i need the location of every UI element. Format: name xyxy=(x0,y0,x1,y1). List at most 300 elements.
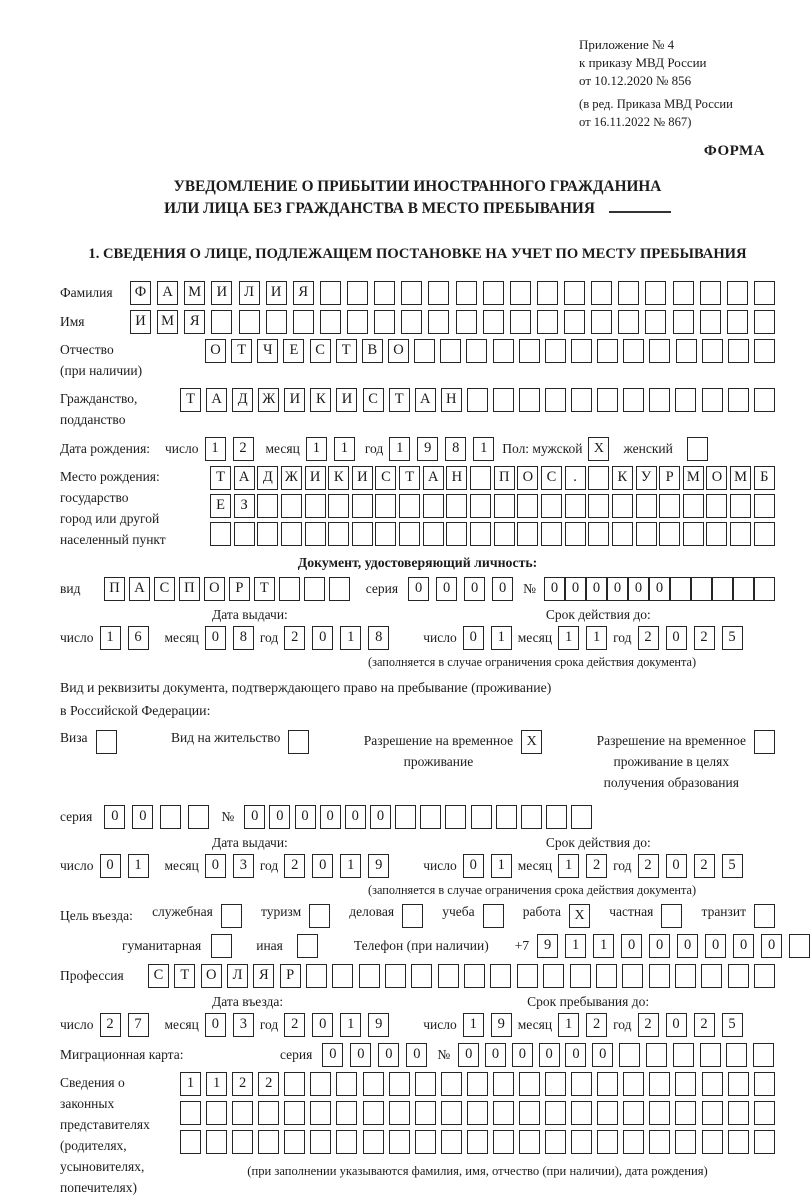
char-cell[interactable] xyxy=(636,522,657,546)
char-cell[interactable] xyxy=(493,339,514,363)
char-cell[interactable]: 2 xyxy=(586,854,607,878)
char-cell[interactable] xyxy=(428,310,449,334)
char-cell[interactable] xyxy=(675,1072,696,1096)
char-cell[interactable] xyxy=(359,964,380,988)
char-cell[interactable] xyxy=(728,1130,749,1154)
char-cell[interactable]: 0 xyxy=(586,577,607,601)
char-cell[interactable] xyxy=(415,1101,436,1125)
char-cell[interactable] xyxy=(336,1101,357,1125)
char-cell[interactable] xyxy=(257,494,278,518)
char-cell[interactable]: 0 xyxy=(205,1013,226,1037)
char-cell[interactable] xyxy=(188,805,209,829)
char-cell[interactable]: 2 xyxy=(694,854,715,878)
char-cell[interactable]: 1 xyxy=(558,854,579,878)
char-cell[interactable] xyxy=(490,964,511,988)
char-cell[interactable]: С xyxy=(541,466,562,490)
char-cell[interactable] xyxy=(571,388,592,412)
char-cell[interactable]: 0 xyxy=(312,626,333,650)
char-cell[interactable] xyxy=(571,805,592,829)
char-cell[interactable] xyxy=(467,1101,488,1125)
char-cell[interactable] xyxy=(180,1130,201,1154)
char-cell[interactable] xyxy=(683,494,704,518)
char-cell[interactable]: Р xyxy=(229,577,250,601)
char-cell[interactable]: П xyxy=(179,577,200,601)
char-cell[interactable]: 0 xyxy=(205,626,226,650)
char-cell[interactable] xyxy=(591,281,612,305)
char-cell[interactable]: 0 xyxy=(677,934,698,958)
char-cell[interactable]: Д xyxy=(257,466,278,490)
char-cell[interactable] xyxy=(623,1101,644,1125)
char-cell[interactable] xyxy=(258,1101,279,1125)
char-cell[interactable] xyxy=(446,494,467,518)
char-cell[interactable] xyxy=(541,522,562,546)
char-cell[interactable] xyxy=(467,1130,488,1154)
char-cell[interactable] xyxy=(284,1101,305,1125)
char-cell[interactable]: Т xyxy=(399,466,420,490)
char-cell[interactable]: 0 xyxy=(205,854,226,878)
char-cell[interactable] xyxy=(401,281,422,305)
char-cell[interactable] xyxy=(789,934,810,958)
char-cell[interactable] xyxy=(565,494,586,518)
char-cell[interactable]: Я xyxy=(253,964,274,988)
char-cell[interactable]: С xyxy=(148,964,169,988)
char-cell[interactable]: 0 xyxy=(492,577,513,601)
char-cell[interactable]: 0 xyxy=(408,577,429,601)
char-cell[interactable]: 9 xyxy=(368,1013,389,1037)
checkbox-purpose-work[interactable]: X xyxy=(569,904,590,928)
char-cell[interactable]: И xyxy=(130,310,151,334)
char-cell[interactable] xyxy=(456,281,477,305)
char-cell[interactable] xyxy=(284,1130,305,1154)
char-cell[interactable]: 0 xyxy=(512,1043,533,1067)
char-cell[interactable] xyxy=(494,494,515,518)
char-cell[interactable] xyxy=(374,310,395,334)
char-cell[interactable] xyxy=(676,339,697,363)
char-cell[interactable] xyxy=(493,1101,514,1125)
char-cell[interactable] xyxy=(727,281,748,305)
char-cell[interactable]: И xyxy=(266,281,287,305)
checkbox-purpose-humanitarian[interactable] xyxy=(211,934,232,958)
char-cell[interactable] xyxy=(266,310,287,334)
char-cell[interactable]: 1 xyxy=(306,437,327,461)
char-cell[interactable] xyxy=(675,1130,696,1154)
char-cell[interactable] xyxy=(423,494,444,518)
char-cell[interactable] xyxy=(754,577,775,601)
char-cell[interactable]: 0 xyxy=(312,1013,333,1037)
char-cell[interactable] xyxy=(232,1101,253,1125)
char-cell[interactable] xyxy=(564,281,585,305)
char-cell[interactable]: К xyxy=(612,466,633,490)
char-cell[interactable] xyxy=(328,522,349,546)
char-cell[interactable]: Н xyxy=(446,466,467,490)
char-cell[interactable] xyxy=(728,339,749,363)
char-cell[interactable]: 2 xyxy=(638,1013,659,1037)
char-cell[interactable] xyxy=(206,1130,227,1154)
char-cell[interactable]: 9 xyxy=(491,1013,512,1037)
char-cell[interactable]: Б xyxy=(754,466,775,490)
char-cell[interactable]: П xyxy=(104,577,125,601)
char-cell[interactable]: Т xyxy=(389,388,410,412)
char-cell[interactable] xyxy=(754,388,775,412)
char-cell[interactable]: А xyxy=(423,466,444,490)
char-cell[interactable] xyxy=(636,494,657,518)
char-cell[interactable]: 9 xyxy=(368,854,389,878)
char-cell[interactable] xyxy=(545,1130,566,1154)
char-cell[interactable]: А xyxy=(415,388,436,412)
char-cell[interactable] xyxy=(728,1101,749,1125)
char-cell[interactable] xyxy=(415,1130,436,1154)
char-cell[interactable] xyxy=(456,310,477,334)
char-cell[interactable] xyxy=(712,577,733,601)
char-cell[interactable] xyxy=(510,310,531,334)
char-cell[interactable] xyxy=(675,388,696,412)
char-cell[interactable]: 3 xyxy=(233,1013,254,1037)
char-cell[interactable] xyxy=(646,1043,667,1067)
checkbox-purpose-study[interactable] xyxy=(483,904,504,928)
char-cell[interactable] xyxy=(702,339,723,363)
char-cell[interactable] xyxy=(588,522,609,546)
char-cell[interactable]: И xyxy=(284,388,305,412)
char-cell[interactable] xyxy=(754,964,775,988)
char-cell[interactable]: 2 xyxy=(100,1013,121,1037)
char-cell[interactable]: И xyxy=(305,466,326,490)
char-cell[interactable]: 9 xyxy=(417,437,438,461)
char-cell[interactable]: 1 xyxy=(334,437,355,461)
char-cell[interactable] xyxy=(618,281,639,305)
char-cell[interactable]: И xyxy=(211,281,232,305)
char-cell[interactable]: А xyxy=(234,466,255,490)
char-cell[interactable] xyxy=(363,1130,384,1154)
char-cell[interactable] xyxy=(336,1130,357,1154)
char-cell[interactable] xyxy=(332,964,353,988)
char-cell[interactable] xyxy=(467,388,488,412)
char-cell[interactable] xyxy=(257,522,278,546)
char-cell[interactable] xyxy=(543,964,564,988)
char-cell[interactable]: 2 xyxy=(694,626,715,650)
char-cell[interactable] xyxy=(352,522,373,546)
char-cell[interactable] xyxy=(649,1130,670,1154)
char-cell[interactable]: 1 xyxy=(463,1013,484,1037)
char-cell[interactable] xyxy=(493,388,514,412)
char-cell[interactable]: 0 xyxy=(132,805,153,829)
checkbox-purpose-other[interactable] xyxy=(297,934,318,958)
char-cell[interactable] xyxy=(649,964,670,988)
char-cell[interactable]: 0 xyxy=(464,577,485,601)
char-cell[interactable]: 0 xyxy=(539,1043,560,1067)
char-cell[interactable] xyxy=(753,1043,774,1067)
char-cell[interactable]: 2 xyxy=(638,854,659,878)
checkbox-purpose-transit[interactable] xyxy=(754,904,775,928)
char-cell[interactable]: Е xyxy=(283,339,304,363)
char-cell[interactable] xyxy=(623,1130,644,1154)
char-cell[interactable] xyxy=(571,1101,592,1125)
char-cell[interactable]: 1 xyxy=(565,934,586,958)
char-cell[interactable] xyxy=(310,1101,331,1125)
char-cell[interactable] xyxy=(517,964,538,988)
char-cell[interactable] xyxy=(702,1130,723,1154)
char-cell[interactable] xyxy=(279,577,300,601)
char-cell[interactable] xyxy=(415,1072,436,1096)
char-cell[interactable]: Т xyxy=(180,388,201,412)
char-cell[interactable] xyxy=(649,339,670,363)
char-cell[interactable] xyxy=(206,1101,227,1125)
char-cell[interactable]: 0 xyxy=(733,934,754,958)
char-cell[interactable]: 0 xyxy=(592,1043,613,1067)
char-cell[interactable]: 1 xyxy=(100,626,121,650)
char-cell[interactable] xyxy=(754,1130,775,1154)
char-cell[interactable] xyxy=(733,577,754,601)
char-cell[interactable] xyxy=(399,494,420,518)
char-cell[interactable]: 2 xyxy=(232,1072,253,1096)
char-cell[interactable] xyxy=(726,1043,747,1067)
char-cell[interactable] xyxy=(329,577,350,601)
char-cell[interactable]: 1 xyxy=(128,854,149,878)
checkbox-sex-female[interactable] xyxy=(687,437,708,461)
char-cell[interactable]: П xyxy=(494,466,515,490)
char-cell[interactable]: 0 xyxy=(544,577,565,601)
char-cell[interactable]: Я xyxy=(293,281,314,305)
char-cell[interactable]: 1 xyxy=(558,626,579,650)
char-cell[interactable] xyxy=(545,388,566,412)
char-cell[interactable] xyxy=(670,577,691,601)
char-cell[interactable] xyxy=(570,964,591,988)
char-cell[interactable] xyxy=(541,494,562,518)
char-cell[interactable] xyxy=(281,522,302,546)
char-cell[interactable]: Т xyxy=(210,466,231,490)
char-cell[interactable]: У xyxy=(636,466,657,490)
char-cell[interactable] xyxy=(401,310,422,334)
char-cell[interactable]: 0 xyxy=(761,934,782,958)
char-cell[interactable] xyxy=(691,577,712,601)
char-cell[interactable] xyxy=(493,1072,514,1096)
char-cell[interactable] xyxy=(754,522,775,546)
char-cell[interactable]: 0 xyxy=(320,805,341,829)
char-cell[interactable] xyxy=(441,1072,462,1096)
char-cell[interactable] xyxy=(441,1101,462,1125)
char-cell[interactable]: Т xyxy=(231,339,252,363)
char-cell[interactable] xyxy=(754,281,775,305)
char-cell[interactable]: 5 xyxy=(722,854,743,878)
char-cell[interactable] xyxy=(571,339,592,363)
char-cell[interactable] xyxy=(389,1101,410,1125)
blank-underline-field[interactable] xyxy=(609,199,671,213)
char-cell[interactable] xyxy=(597,1072,618,1096)
char-cell[interactable] xyxy=(467,1072,488,1096)
char-cell[interactable]: 1 xyxy=(340,854,361,878)
checkbox-purpose-private[interactable] xyxy=(661,904,682,928)
char-cell[interactable] xyxy=(754,310,775,334)
char-cell[interactable] xyxy=(702,1072,723,1096)
char-cell[interactable]: 2 xyxy=(284,1013,305,1037)
char-cell[interactable]: О xyxy=(388,339,409,363)
char-cell[interactable] xyxy=(565,522,586,546)
char-cell[interactable] xyxy=(284,1072,305,1096)
char-cell[interactable] xyxy=(706,522,727,546)
char-cell[interactable]: 3 xyxy=(233,854,254,878)
char-cell[interactable] xyxy=(623,1072,644,1096)
char-cell[interactable] xyxy=(305,522,326,546)
checkbox-purpose-official[interactable] xyxy=(221,904,242,928)
char-cell[interactable]: О xyxy=(706,466,727,490)
char-cell[interactable] xyxy=(645,310,666,334)
char-cell[interactable] xyxy=(673,1043,694,1067)
char-cell[interactable] xyxy=(385,964,406,988)
char-cell[interactable]: 0 xyxy=(436,577,457,601)
char-cell[interactable] xyxy=(428,281,449,305)
char-cell[interactable] xyxy=(622,964,643,988)
checkbox-visa[interactable] xyxy=(96,730,117,754)
char-cell[interactable] xyxy=(363,1072,384,1096)
char-cell[interactable] xyxy=(399,522,420,546)
char-cell[interactable] xyxy=(493,1130,514,1154)
char-cell[interactable] xyxy=(211,310,232,334)
char-cell[interactable] xyxy=(441,1130,462,1154)
char-cell[interactable]: 1 xyxy=(180,1072,201,1096)
char-cell[interactable]: Т xyxy=(254,577,275,601)
char-cell[interactable] xyxy=(591,310,612,334)
char-cell[interactable] xyxy=(471,805,492,829)
char-cell[interactable] xyxy=(293,310,314,334)
char-cell[interactable]: И xyxy=(336,388,357,412)
char-cell[interactable] xyxy=(310,1072,331,1096)
char-cell[interactable] xyxy=(281,494,302,518)
char-cell[interactable] xyxy=(389,1130,410,1154)
char-cell[interactable]: Л xyxy=(227,964,248,988)
char-cell[interactable]: 0 xyxy=(322,1043,343,1067)
char-cell[interactable] xyxy=(659,522,680,546)
char-cell[interactable] xyxy=(234,522,255,546)
char-cell[interactable] xyxy=(521,805,542,829)
char-cell[interactable]: 0 xyxy=(666,854,687,878)
char-cell[interactable]: 0 xyxy=(458,1043,479,1067)
char-cell[interactable]: 0 xyxy=(295,805,316,829)
char-cell[interactable]: 0 xyxy=(378,1043,399,1067)
char-cell[interactable]: 9 xyxy=(537,934,558,958)
char-cell[interactable] xyxy=(470,494,491,518)
char-cell[interactable]: 1 xyxy=(586,626,607,650)
char-cell[interactable] xyxy=(571,1072,592,1096)
char-cell[interactable] xyxy=(519,339,540,363)
char-cell[interactable] xyxy=(701,964,722,988)
char-cell[interactable] xyxy=(754,339,775,363)
char-cell[interactable]: Ч xyxy=(257,339,278,363)
char-cell[interactable]: 0 xyxy=(621,934,642,958)
checkbox-purpose-tourism[interactable] xyxy=(309,904,330,928)
char-cell[interactable]: 8 xyxy=(445,437,466,461)
char-cell[interactable] xyxy=(328,494,349,518)
char-cell[interactable] xyxy=(363,1101,384,1125)
char-cell[interactable] xyxy=(545,339,566,363)
char-cell[interactable]: Ф xyxy=(130,281,151,305)
char-cell[interactable]: 5 xyxy=(722,626,743,650)
char-cell[interactable]: 1 xyxy=(340,626,361,650)
char-cell[interactable] xyxy=(496,805,517,829)
char-cell[interactable] xyxy=(597,1101,618,1125)
char-cell[interactable]: 0 xyxy=(100,854,121,878)
char-cell[interactable] xyxy=(470,466,491,490)
char-cell[interactable]: 0 xyxy=(345,805,366,829)
char-cell[interactable] xyxy=(754,1072,775,1096)
char-cell[interactable]: С xyxy=(154,577,175,601)
char-cell[interactable] xyxy=(675,1101,696,1125)
char-cell[interactable] xyxy=(470,522,491,546)
char-cell[interactable]: 0 xyxy=(269,805,290,829)
char-cell[interactable]: А xyxy=(129,577,150,601)
char-cell[interactable]: 0 xyxy=(244,805,265,829)
char-cell[interactable] xyxy=(445,805,466,829)
char-cell[interactable]: 7 xyxy=(128,1013,149,1037)
char-cell[interactable] xyxy=(649,388,670,412)
char-cell[interactable] xyxy=(375,494,396,518)
char-cell[interactable] xyxy=(597,388,618,412)
char-cell[interactable] xyxy=(588,494,609,518)
char-cell[interactable]: 1 xyxy=(491,854,512,878)
checkbox-sex-male[interactable]: X xyxy=(588,437,609,461)
char-cell[interactable]: А xyxy=(157,281,178,305)
char-cell[interactable] xyxy=(483,310,504,334)
char-cell[interactable]: 0 xyxy=(350,1043,371,1067)
char-cell[interactable] xyxy=(727,310,748,334)
char-cell[interactable]: О xyxy=(204,577,225,601)
char-cell[interactable]: 0 xyxy=(649,934,670,958)
checkbox-edu-permit[interactable] xyxy=(754,730,775,754)
char-cell[interactable] xyxy=(649,1101,670,1125)
checkbox-purpose-business[interactable] xyxy=(402,904,423,928)
char-cell[interactable] xyxy=(597,1130,618,1154)
char-cell[interactable]: Р xyxy=(659,466,680,490)
char-cell[interactable] xyxy=(519,1101,540,1125)
char-cell[interactable]: 0 xyxy=(370,805,391,829)
char-cell[interactable]: 0 xyxy=(565,1043,586,1067)
char-cell[interactable] xyxy=(517,522,538,546)
char-cell[interactable] xyxy=(310,1130,331,1154)
char-cell[interactable] xyxy=(612,494,633,518)
char-cell[interactable]: 2 xyxy=(586,1013,607,1037)
char-cell[interactable]: 2 xyxy=(258,1072,279,1096)
char-cell[interactable]: О xyxy=(517,466,538,490)
char-cell[interactable] xyxy=(730,494,751,518)
char-cell[interactable]: 1 xyxy=(593,934,614,958)
char-cell[interactable]: Л xyxy=(239,281,260,305)
char-cell[interactable]: 1 xyxy=(558,1013,579,1037)
char-cell[interactable]: 0 xyxy=(705,934,726,958)
char-cell[interactable] xyxy=(395,805,416,829)
char-cell[interactable] xyxy=(423,522,444,546)
char-cell[interactable] xyxy=(510,281,531,305)
char-cell[interactable]: 6 xyxy=(128,626,149,650)
char-cell[interactable]: 8 xyxy=(368,626,389,650)
char-cell[interactable]: Д xyxy=(232,388,253,412)
char-cell[interactable]: Я xyxy=(184,310,205,334)
char-cell[interactable] xyxy=(675,964,696,988)
char-cell[interactable] xyxy=(347,310,368,334)
char-cell[interactable] xyxy=(673,281,694,305)
char-cell[interactable] xyxy=(588,466,609,490)
char-cell[interactable]: 0 xyxy=(565,577,586,601)
char-cell[interactable] xyxy=(700,1043,721,1067)
char-cell[interactable] xyxy=(519,1130,540,1154)
char-cell[interactable] xyxy=(700,281,721,305)
char-cell[interactable] xyxy=(411,964,432,988)
char-cell[interactable] xyxy=(673,310,694,334)
char-cell[interactable] xyxy=(464,964,485,988)
char-cell[interactable]: 1 xyxy=(205,437,226,461)
char-cell[interactable] xyxy=(649,1072,670,1096)
char-cell[interactable] xyxy=(618,310,639,334)
char-cell[interactable]: Е xyxy=(210,494,231,518)
char-cell[interactable]: 0 xyxy=(485,1043,506,1067)
char-cell[interactable]: 2 xyxy=(638,626,659,650)
